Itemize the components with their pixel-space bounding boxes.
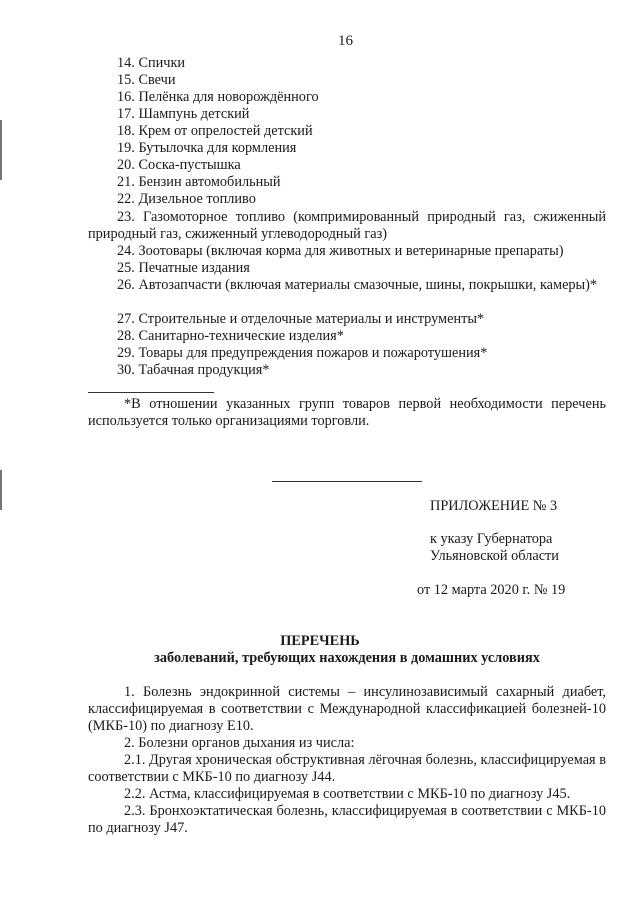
appendix-title: ПРИЛОЖЕНИЕ № 3 [430,498,558,514]
list-item: 17. Шампунь детский [117,106,250,122]
footnote-divider [88,392,214,393]
paragraph-2-1: 2.1. Другая хроническая обструктивная лёгочная болезнь, классифицируемая в соответствии с МКБ-10 по диагнозу J44. [88,752,606,785]
list-item: 27. Строительные и отделочные материалы и инструменты* [117,311,485,327]
list-item: 14. Спички [117,55,186,71]
list-item: 25. Печатные издания [117,260,250,276]
list-title: ПЕРЕЧЕНЬ [280,633,360,649]
list-item: 18. Крем от опрелостей детский [117,123,313,139]
section-divider [272,481,422,482]
list-item: 21. Бензин автомобильный [117,174,281,190]
appendix-region: Ульяновской области [430,548,559,564]
list-item: 22. Дизельное топливо [117,191,256,207]
list-subtitle: заболеваний, требующих нахождения в домашних условиях [154,650,540,666]
footnote: *В отношении указанных групп товаров первой необходимости перечень используется только организациями торговли. [88,396,606,429]
paragraph-2-2: 2.2. Астма, классифицируемая в соответствии с МКБ-10 по диагнозу J45. [124,786,571,802]
list-item: 16. Пелёнка для новорождённого [117,89,319,105]
paragraph-2-3: 2.3. Бронхоэктатическая болезнь, классифицируемая в соответствии с МКБ-10 по диагнозу J47. [88,803,606,836]
appendix-to-decree: к указу Губернатора [430,531,553,547]
list-item: 19. Бутылочка для кормления [117,140,297,156]
list-item-23: 23. Газомоторное топливо (компримированный природный газ, сжиженный природный газ, сжиженный углеводородный газ) [88,209,606,242]
page-number: 16 [338,33,353,49]
paragraph-2: 2. Болезни органов дыхания из числа: [124,735,355,751]
list-item: 28. Санитарно-технические изделия* [117,328,344,344]
paragraph-1: 1. Болезнь эндокринной системы – инсулинозависимый сахарный диабет, классифицируемая в соответствии с Международной классификацией болезней-10 (МКБ-10) по диагнозу Е10. [88,684,606,734]
list-item-26: 26. Автозапчасти (включая материалы смазочные, шины, покрышки, камеры)* [117,277,598,293]
list-item: 15. Свечи [117,72,176,88]
scan-edge-mark [0,120,2,180]
scan-edge-mark [0,470,2,510]
list-item: 29. Товары для предупреждения пожаров и пожаротушения* [117,345,488,361]
list-item: 30. Табачная продукция* [117,362,270,378]
list-item: 24. Зоотовары (включая корма для животных и ветеринарные препараты) [117,243,564,259]
list-item: 20. Соска-пустышка [117,157,241,173]
appendix-date: от 12 марта 2020 г. № 19 [417,582,566,598]
